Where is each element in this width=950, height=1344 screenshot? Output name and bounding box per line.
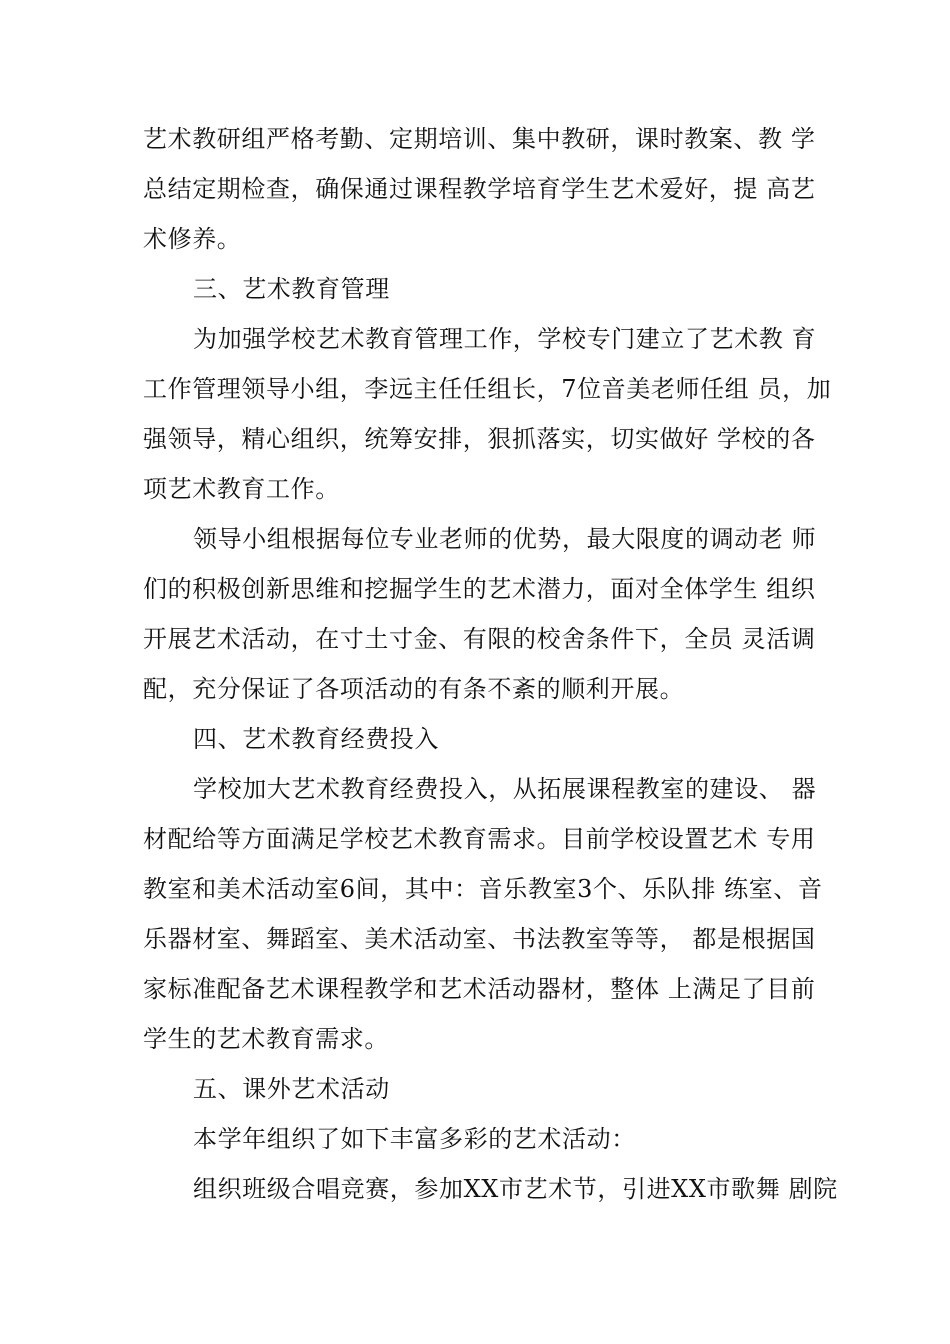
section-heading: 四、艺术教育经费投入 [193,725,439,753]
body-text-line: 材配给等方面满足学校艺术教育需求。目前学校设置艺术 专用 [143,825,816,853]
body-text-line: 组织班级合唱竞赛，参加XX市艺术节，引进XX市歌舞 剧院 [193,1175,838,1203]
body-text-line: 学校加大艺术教育经费投入，从拓展课程教室的建设、 器 [193,775,817,803]
body-text-line: 项艺术教育工作。 [143,475,340,503]
body-text-line: 本学年组织了如下丰富多彩的艺术活动： [193,1125,636,1153]
body-text-line: 配，充分保证了各项活动的有条不紊的顺利开展。 [143,675,685,703]
body-text-line: 强领导，精心组织，统筹安排，狠抓落实，切实做好 学校的各 [143,425,816,453]
body-text-line: 工作管理领导小组，李远主任任组长，7位音美老师任组 员，加 [143,375,832,403]
body-text-line: 学生的艺术教育需求。 [143,1025,389,1053]
body-text-line: 们的积极创新思维和挖掘学生的艺术潜力，面对全体学生 组织 [143,575,816,603]
body-text-line: 为加强学校艺术教育管理工作，学校专门建立了艺术教 育 [193,325,817,353]
body-text-line: 乐器材室、舞蹈室、美术活动室、书法教室等等， 都是根据国 [143,925,816,953]
body-text-line: 教室和美术活动室6间，其中：音乐教室3个、乐队排 练室、音 [143,875,823,903]
section-heading: 五、课外艺术活动 [193,1075,390,1103]
body-text-line: 术修养。 [143,225,242,253]
body-text-line: 艺术教研组严格考勤、定期培训、集中教研，课时教案、教 学 [143,125,816,153]
body-text-line: 开展艺术活动，在寸土寸金、有限的校舍条件下，全员 灵活调 [143,625,816,653]
body-text-line: 领导小组根据每位专业老师的优势，最大限度的调动老 师 [193,525,817,553]
body-text-line: 总结定期检查，确保通过课程教学培育学生艺术爱好，提 高艺 [143,175,816,203]
section-heading: 三、艺术教育管理 [193,275,390,303]
body-text-line: 家标准配备艺术课程教学和艺术活动器材，整体 上满足了目前 [143,975,816,1003]
